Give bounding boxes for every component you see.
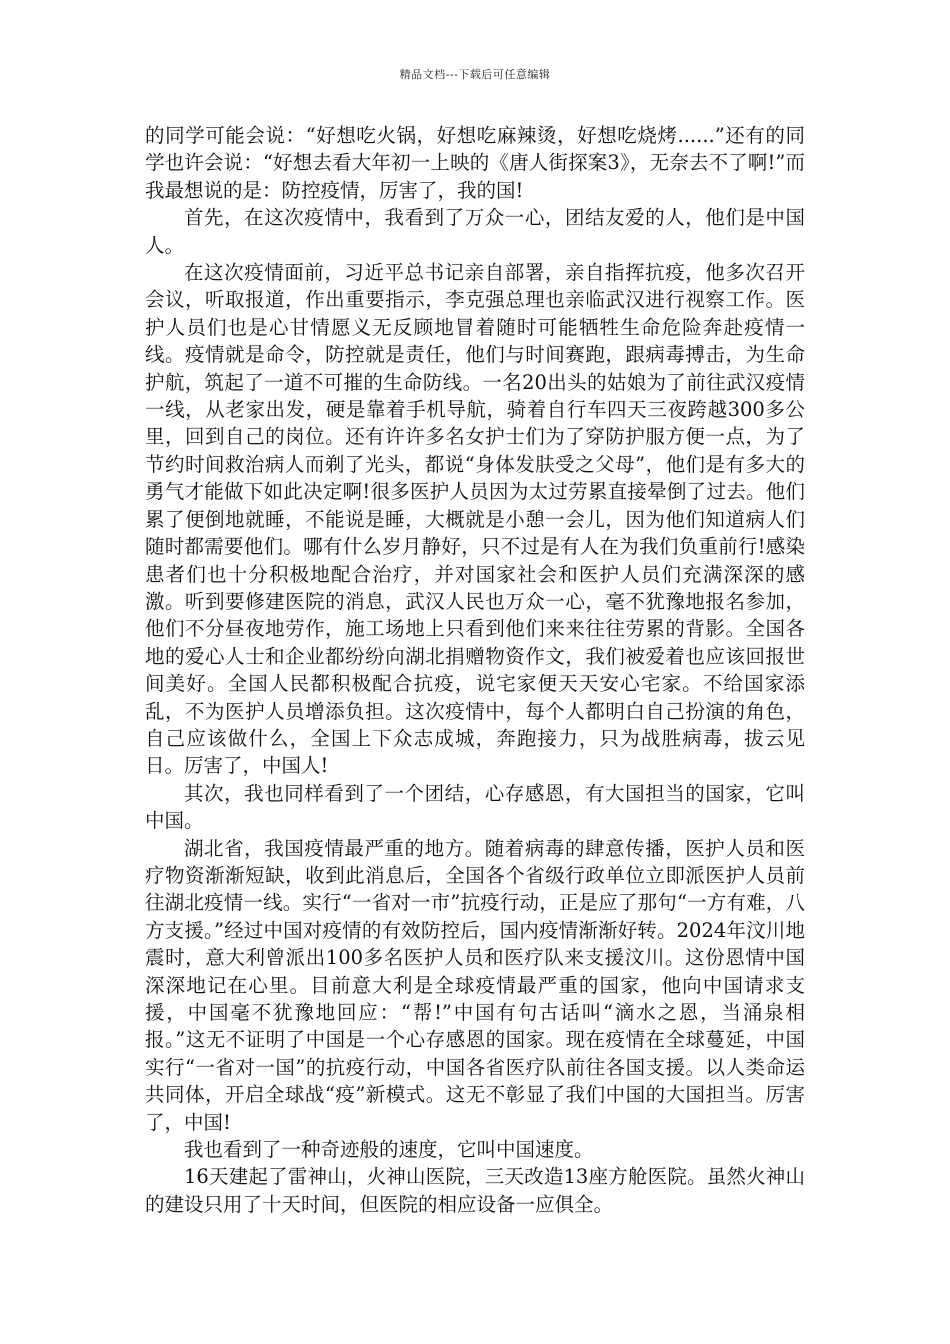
paragraph: 湖北省，我国疫情最严重的地方。随着病毒的肆意传播，医护人员和医疗物资渐渐短缺，收到此消息后，全国各个省级行政单位立即派医护人员前往湖北疫情一线。实行“一省对一市”抗疫行动，正是应了那句“一方有难，八方支援。”经过中国对疫情的有效防控后，国内疫情渐渐好转。2024年汶川地震时，意大利曾派出100多名医护人员和医疗队来支援汶川。这份恩情中国深深地记在心里。目前意大利是全球疫情最严重的国家，他向中国请求支援，中国毫不犹豫地回应：“帮!”中国有句古话叫“滴水之恩，当涌泉相报。”这无不证明了中国是一个心存感恩的国家。现在疫情在全球蔓延，中国实行“一省对一国”的抗疫行动，中国各省医疗队前往各国支援。以人类命运共同体，开启全球战“疫”新模式。这无不彰显了我们中国的大国担当。厉害了，中国! xyxy=(145,836,805,1134)
paragraph: 首先，在这次疫情中，我看到了万众一心，团结友爱的人，他们是中国人。 xyxy=(145,206,805,257)
paragraph: 其次，我也同样看到了一个团结，心存感恩，有大国担当的国家，它叫中国。 xyxy=(145,781,805,833)
page-header: 精品文档---下载后可任意编辑 xyxy=(399,68,551,81)
body-text xyxy=(145,122,805,1218)
paragraph: 在这次疫情面前，习近平总书记亲自部署，亲自指挥抗疫，他多次召开会议，听取报道，作出重要指示，李克强总理也亲临武汉进行视察工作。医护人员们也是心甘情愿义无反顾地冒着随时可能牺牲生命危险奔赴疫情一线。疫情就是命令，防控就是责任，他们与时间赛跑，跟病毒搏击，为生命护航，筑起了一道不可摧的生命防线。一名20出头的姑娘为了前往武汉疫情一线，从老家出发，硬是靠着手机导航，骑着自行车四天三夜跨越300多公里，回到自己的岗位。还有许许多名女护士们为了穿防护服方便一点，为了节约时间救治病人而剃了光头，都说“身体发肤受之父母”，他们是有多大的勇气才能做下如此决定啊!很多医护人员因为太过劳累直接晕倒了过去。他们累了便倒地就睡，不能说是睡，大概就是小憩一会儿，因为他们知道病人们随时都需要他们。哪有什么岁月静好，只不过是有人在为我们负重前行!感染患者们也十分积极地配合治疗，并对国家社会和医护人员们充满深深的感激。听到要修建医院的消息，武汉人民也万众一心，毫不犹豫地报名参加，他们不分昼夜地劳作，施工场地上只看到他们来来往往劳累的背影。全国各地的爱心人士和企业都纷纷向湖北捐赠物资作文，我们被爱着也应该回报世间美好。全国人民都积极配合抗疫，说宅家便天天安心宅家。不给国家添乱，不为医护人员增添负担。这次疫情中，每个人都明白自己扮演的角色，自己应该做什么，全国上下众志成城，奔跑接力，只为战胜病毒，拔云见日。厉害了，中国人! xyxy=(145,261,805,778)
paragraph: 的同学可能会说：“好想吃火锅，好想吃麻辣烫，好想吃烧烤......”还有的同学也许会说：“好想去看大年初一上映的《唐人街探案3》，无奈去不了啊!”而我最想说的是：防控疫情，厉害了，我的国! xyxy=(145,124,805,202)
paragraph: 我也看到了一种奇迹般的速度，它叫中国速度。 xyxy=(184,1138,594,1162)
paragraph: 16天建起了雷神山，火神山医院，三天改造13座方舱医院。虽然火神山的建设只用了十天时间，但医院的相应设备一应俱全。 xyxy=(145,1165,805,1216)
